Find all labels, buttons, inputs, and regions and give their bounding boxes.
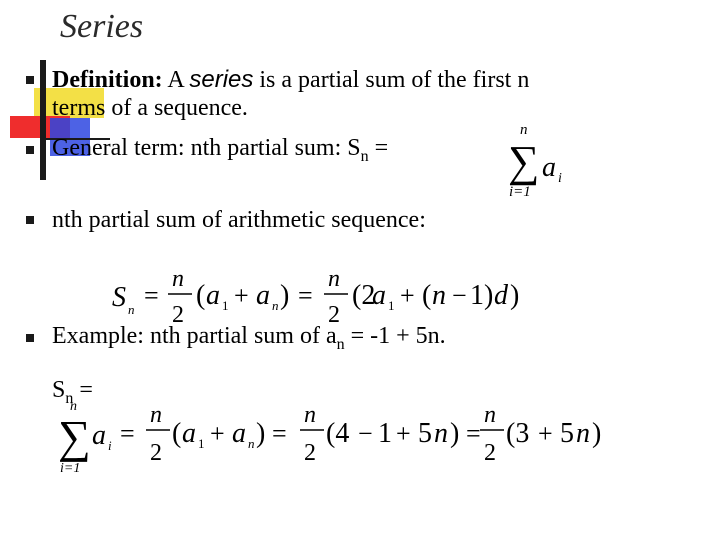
svg-text:a: a — [372, 280, 386, 311]
svg-text:(: ( — [172, 418, 182, 449]
svg-text:=: = — [298, 281, 313, 310]
arithmetic-line: nth partial sum of arithmetic sequence: — [52, 207, 426, 233]
sn-label: S — [52, 377, 66, 403]
svg-text:S: S — [112, 282, 126, 313]
svg-text:2: 2 — [484, 440, 496, 466]
svg-text:n: n — [484, 402, 496, 428]
svg-text:1: 1 — [198, 436, 205, 451]
svg-text:=: = — [144, 281, 159, 310]
svg-text:): ) — [592, 418, 602, 449]
svg-text:(: ( — [422, 280, 432, 311]
svg-text:n: n — [432, 280, 446, 311]
svg-text:d: d — [494, 280, 508, 311]
bullet-icon — [26, 334, 34, 342]
svg-text:n: n — [328, 266, 340, 292]
svg-text:): ) — [256, 418, 266, 449]
svg-text:2: 2 — [328, 302, 340, 328]
example-text-post: = -1 + 5n. — [344, 323, 446, 349]
svg-text:=: = — [272, 419, 287, 448]
sn-subscript: n — [65, 389, 74, 407]
svg-text:a: a — [206, 280, 220, 311]
svg-text:=: = — [466, 419, 481, 448]
svg-text:a: a — [92, 420, 106, 451]
svg-text:2: 2 — [304, 440, 316, 466]
definition-line-2: terms of a sequence. — [52, 95, 248, 121]
example-subscript: n — [336, 335, 345, 353]
example-text: Example: nth partial sum of a — [52, 323, 337, 349]
svg-text:n: n — [172, 266, 184, 292]
svg-text:−: − — [452, 281, 467, 310]
general-term-text: General term: nth partial sum: S — [52, 135, 361, 161]
svg-text:n: n — [304, 402, 316, 428]
svg-text:n: n — [272, 298, 279, 313]
bullet-icon — [26, 76, 34, 84]
definition-text-a: A — [162, 67, 190, 93]
svg-text:(4: (4 — [326, 418, 350, 449]
svg-text:i=1: i=1 — [60, 461, 81, 476]
svg-text:1): 1) — [470, 280, 494, 311]
svg-text:1: 1 — [222, 298, 229, 313]
svg-text:(: ( — [196, 280, 206, 311]
sn-equals: = — [73, 377, 93, 403]
svg-text:+: + — [538, 419, 553, 448]
definition-series-word: series — [189, 66, 254, 93]
svg-text:a: a — [182, 418, 196, 449]
sum-lower-limit: i=1 — [509, 184, 531, 200]
definition-label: Definition: — [52, 67, 163, 93]
svg-text:2: 2 — [150, 440, 162, 466]
svg-text:+: + — [210, 419, 225, 448]
svg-text:n: n — [128, 302, 135, 317]
general-term-subscript: n — [360, 147, 369, 165]
svg-text:+: + — [234, 281, 249, 310]
svg-text:): ) — [510, 280, 520, 311]
sum-sigma: ∑ — [508, 137, 540, 186]
sum-upper-limit: n — [520, 122, 528, 138]
svg-text:5: 5 — [560, 418, 574, 449]
svg-text:∑: ∑ — [58, 411, 91, 462]
svg-text:): ) — [280, 280, 290, 311]
bullet-icon — [26, 216, 34, 224]
decorative-vertical-line — [40, 60, 46, 180]
svg-text:a: a — [256, 280, 270, 311]
svg-text:5: 5 — [418, 418, 432, 449]
general-term-line — [52, 134, 388, 171]
svg-text:1: 1 — [388, 298, 395, 313]
svg-text:a: a — [232, 418, 246, 449]
svg-text:+: + — [400, 281, 415, 310]
svg-text:n: n — [248, 436, 255, 451]
bullet-icon — [26, 146, 34, 154]
slide-title: Series — [60, 8, 144, 45]
svg-text:): ) — [450, 418, 460, 449]
sum-term-i: i — [558, 171, 562, 186]
svg-text:(2: (2 — [352, 280, 376, 311]
svg-text:+: + — [396, 419, 411, 448]
example-line — [52, 322, 446, 359]
general-term-equals: = — [368, 135, 389, 161]
svg-text:n: n — [150, 402, 162, 428]
summation-formula — [500, 118, 580, 200]
svg-text:(3: (3 — [506, 418, 530, 449]
svg-text:=: = — [120, 419, 135, 448]
sum-term-a: a — [542, 152, 556, 183]
svg-text:n: n — [576, 418, 590, 449]
arithmetic-sum-formula — [108, 262, 538, 328]
example-sum-formula — [56, 396, 616, 480]
svg-text:1: 1 — [378, 418, 392, 449]
svg-text:i: i — [108, 438, 112, 453]
svg-text:−: − — [358, 419, 373, 448]
definition-text-rest: is a partial sum of the first n — [253, 67, 530, 93]
svg-text:n: n — [70, 399, 77, 414]
svg-text:n: n — [434, 418, 448, 449]
svg-text:2: 2 — [172, 302, 184, 328]
definition-line — [52, 66, 529, 94]
